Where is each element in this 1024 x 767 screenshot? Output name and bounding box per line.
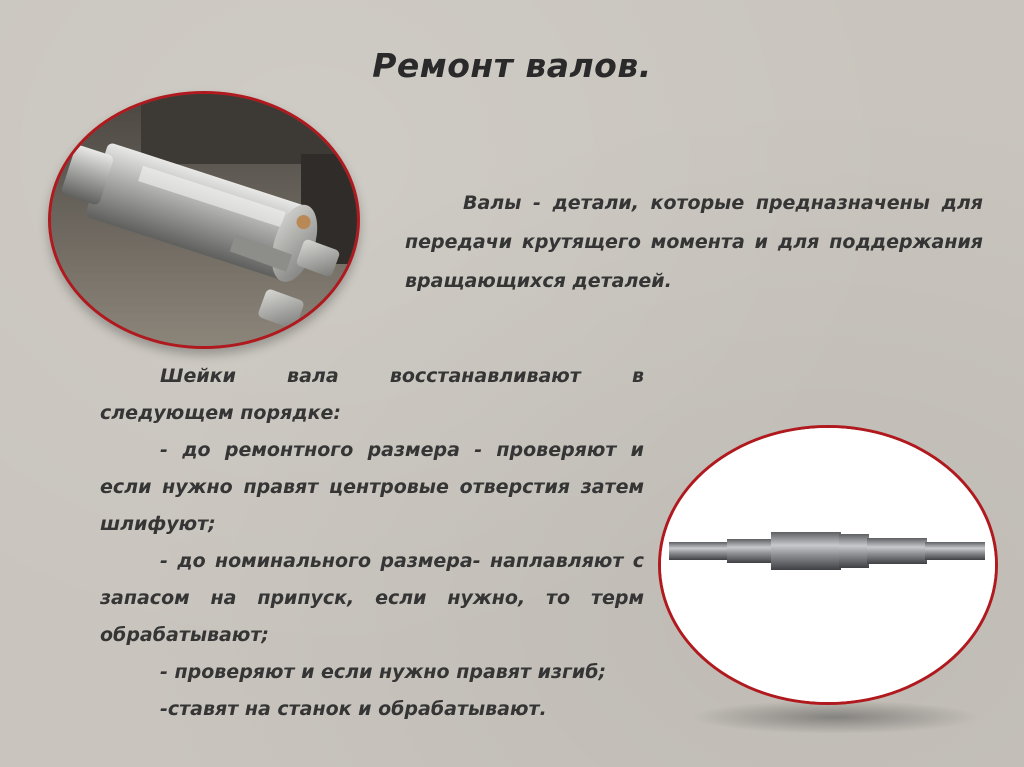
step-item: - проверяют и если нужно правят изгиб; xyxy=(160,661,607,683)
stepped-shaft-photo xyxy=(658,425,998,705)
step-item: - до ремонтного размера - проверяют и если нужно правят центровые отверстия затем шлифуют; xyxy=(100,439,644,535)
repair-steps xyxy=(100,358,644,728)
step-item: - до номинального размера- наплавляют с запасом на припуск, если нужно, то терм обрабатывают; xyxy=(100,550,644,646)
shaft-definition: Валы - детали, которые предназначены для передачи крутящего момента и для поддержания вращающихся деталей. xyxy=(405,192,983,292)
step-item: -ставят на станок и обрабатывают. xyxy=(160,698,547,720)
shaft-assembly-photo xyxy=(48,91,360,349)
slide-title: Ремонт валов. xyxy=(372,46,652,85)
steps-intro: Шейки вала восстанавливают в следующем порядке: xyxy=(100,365,644,424)
photo-shadow xyxy=(690,700,980,734)
